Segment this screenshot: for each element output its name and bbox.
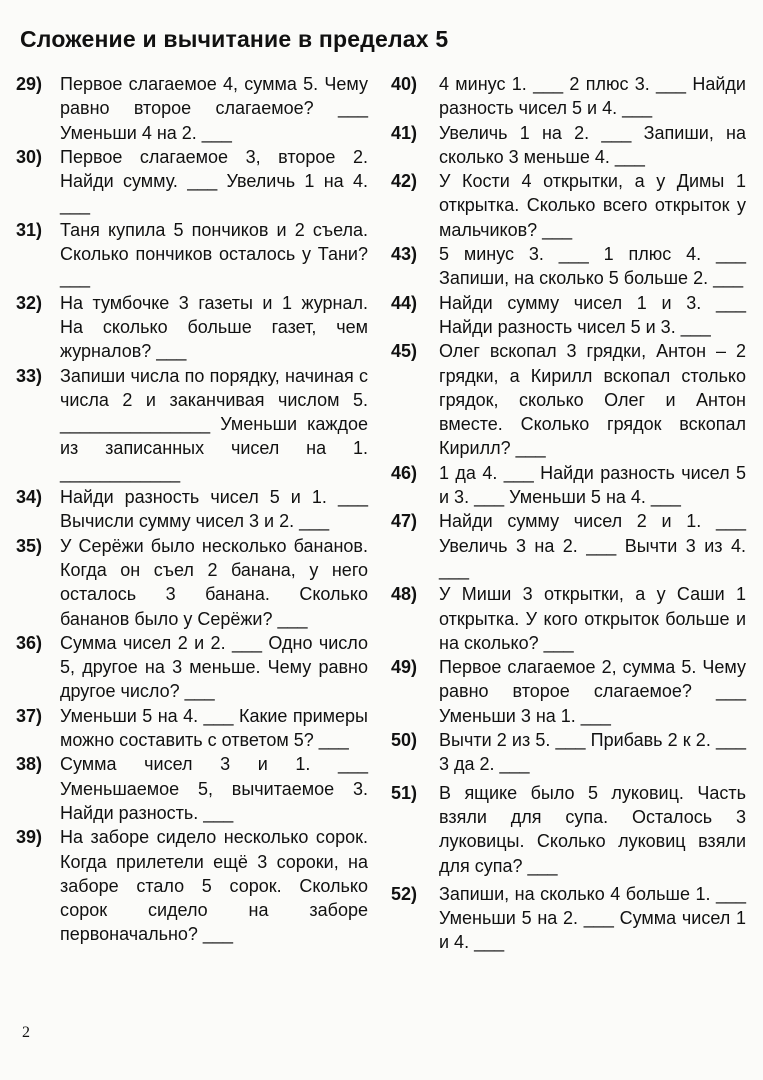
task-number: 47) xyxy=(391,511,418,532)
task-number: 37) xyxy=(16,705,43,726)
task-text: 5 минус 3. ___ 1 плюс 4. ___ Запиши, на сколько 5 больше 2. ___ xyxy=(439,244,746,289)
task-38 xyxy=(16,752,368,825)
task-text: 4 минус 1. ___ 2 плюс 3. ___ Найди разность чисел 5 и 4. ___ xyxy=(439,74,746,119)
task-text: Первое слагаемое 2, сумма 5. Чему равно второе слагаемое? ___ Уменьши 3 на 1. ___ xyxy=(439,657,746,726)
task-number: 33) xyxy=(16,365,43,386)
task-50 xyxy=(391,728,746,777)
task-text: Вычти 2 из 5. ___ Прибавь 2 к 2. ___ 3 да 2. ___ xyxy=(439,730,746,775)
task-number: 38) xyxy=(16,754,43,775)
task-31 xyxy=(16,218,368,291)
right-column xyxy=(391,72,746,955)
task-number: 49) xyxy=(391,657,418,678)
task-30 xyxy=(16,145,368,218)
task-number: 41) xyxy=(391,122,418,143)
task-text: Сумма чисел 3 и 1. ___ Уменьшаемое 5, вычитаемое 3. Найди разность. ___ xyxy=(60,754,368,823)
task-51 xyxy=(391,781,746,878)
task-34 xyxy=(16,485,368,534)
task-text: У Миши 3 открытки, а у Саши 1 открытка. У кого открыток больше и на сколько? ___ xyxy=(439,584,746,653)
task-44 xyxy=(391,291,746,340)
task-number: 51) xyxy=(391,782,418,803)
task-number: 34) xyxy=(16,487,43,508)
task-47 xyxy=(391,509,746,582)
task-text: У Серёжи было несколько бананов. Когда он съел 2 банана, у него осталось 3 банана. Сколько бананов было у Серёжи? ___ xyxy=(60,535,368,629)
left-column xyxy=(16,72,368,947)
task-52 xyxy=(391,882,746,955)
task-36 xyxy=(16,631,368,704)
task-number: 52) xyxy=(391,883,418,904)
task-33 xyxy=(16,364,368,485)
task-text: Первое слагаемое 4, сумма 5. Чему равно второе слагаемое? ___ Уменьши 4 на 2. ___ xyxy=(60,74,368,143)
task-text: Найди разность чисел 5 и 1. ___ Вычисли сумму чисел 3 и 2. ___ xyxy=(60,487,368,532)
task-number: 48) xyxy=(391,584,418,605)
task-39 xyxy=(16,825,368,946)
task-text: 1 да 4. ___ Найди разность чисел 5 и 3. ___ Уменьши 5 на 4. ___ xyxy=(439,462,746,508)
task-number: 50) xyxy=(391,730,418,751)
task-number: 46) xyxy=(391,462,418,483)
task-text: Увеличь 1 на 2. ___ Запиши, на сколько 3 меньше 4. ___ xyxy=(439,122,746,167)
task-text: Олег вскопал 3 грядки, Антон – 2 грядки, а Кирилл вскопал столько грядок, сколько Олег и Антон вместе. Сколько грядок вскопал Кирилл? ___ xyxy=(439,341,746,459)
task-text: На заборе сидело несколько сорок. Когда прилетели ещё 3 сороки, на заборе стало 5 сорок. Сколько сорок сидело на заборе первоначально? ___ xyxy=(60,827,368,945)
task-number: 35) xyxy=(16,535,43,556)
task-48 xyxy=(391,582,746,655)
task-text: Найди сумму чисел 1 и 3. ___ Найди разность чисел 5 и 3. ___ xyxy=(439,292,746,337)
task-41 xyxy=(391,121,746,170)
task-45 xyxy=(391,339,746,460)
task-text: На тумбочке 3 газеты и 1 журнал. На сколько больше газет, чем журналов? ___ xyxy=(60,292,368,362)
task-number: 44) xyxy=(391,292,418,313)
task-number: 42) xyxy=(391,171,418,192)
task-number: 43) xyxy=(391,244,418,265)
task-text: У Кости 4 открытки, а у Димы 1 открытка. Сколько всего открыток у мальчиков? ___ xyxy=(439,171,746,240)
task-number: 45) xyxy=(391,341,418,362)
task-49 xyxy=(391,655,746,728)
task-number: 29) xyxy=(16,74,43,94)
page-number: 2 xyxy=(22,1024,30,1041)
task-32 xyxy=(16,291,368,364)
task-40 xyxy=(391,72,746,121)
task-number: 30) xyxy=(16,146,43,167)
task-text: Таня купила 5 пончиков и 2 съела. Сколько пончиков осталось у Тани? ___ xyxy=(60,219,368,289)
page-title: Сложение и вычитание в пределах 5 xyxy=(20,26,449,52)
task-29 xyxy=(16,72,368,145)
task-37 xyxy=(16,704,368,753)
task-number: 40) xyxy=(391,74,418,94)
task-43 xyxy=(391,242,746,291)
task-42 xyxy=(391,169,746,242)
task-35 xyxy=(16,534,368,631)
task-text: Запиши, на сколько 4 больше 1. ___ Уменьши 5 на 2. ___ Сумма чисел 1 и 4. ___ xyxy=(439,883,746,953)
task-number: 39) xyxy=(16,827,43,848)
task-number: 31) xyxy=(16,219,43,240)
task-text: В ящике было 5 луковиц. Часть взяли для супа. Осталось 3 луковицы. Сколько луковиц взяли для супа? ___ xyxy=(439,782,746,876)
task-text: Первое слагаемое 3, второе 2. Найди сумму. ___ Увеличь 1 на 4. ___ xyxy=(60,146,368,216)
task-text: Сумма чисел 2 и 2. ___ Одно число 5, другое на 3 меньше. Чему равно другое число? ___ xyxy=(60,632,368,702)
task-text: Найди сумму чисел 2 и 1. ___ Увеличь 3 на 2. ___ Вычти 3 из 4. ___ xyxy=(439,511,746,580)
task-number: 32) xyxy=(16,292,43,313)
task-number: 36) xyxy=(16,632,43,653)
task-46 xyxy=(391,461,746,510)
task-text: Запиши числа по порядку, начиная с числа 2 и заканчивая числом 5. _______________ Уменьши каждое из записанных чисел на 1. ____________ xyxy=(60,365,368,483)
task-text: Уменьши 5 на 4. ___ Какие примеры можно составить с ответом 5? ___ xyxy=(60,705,368,751)
